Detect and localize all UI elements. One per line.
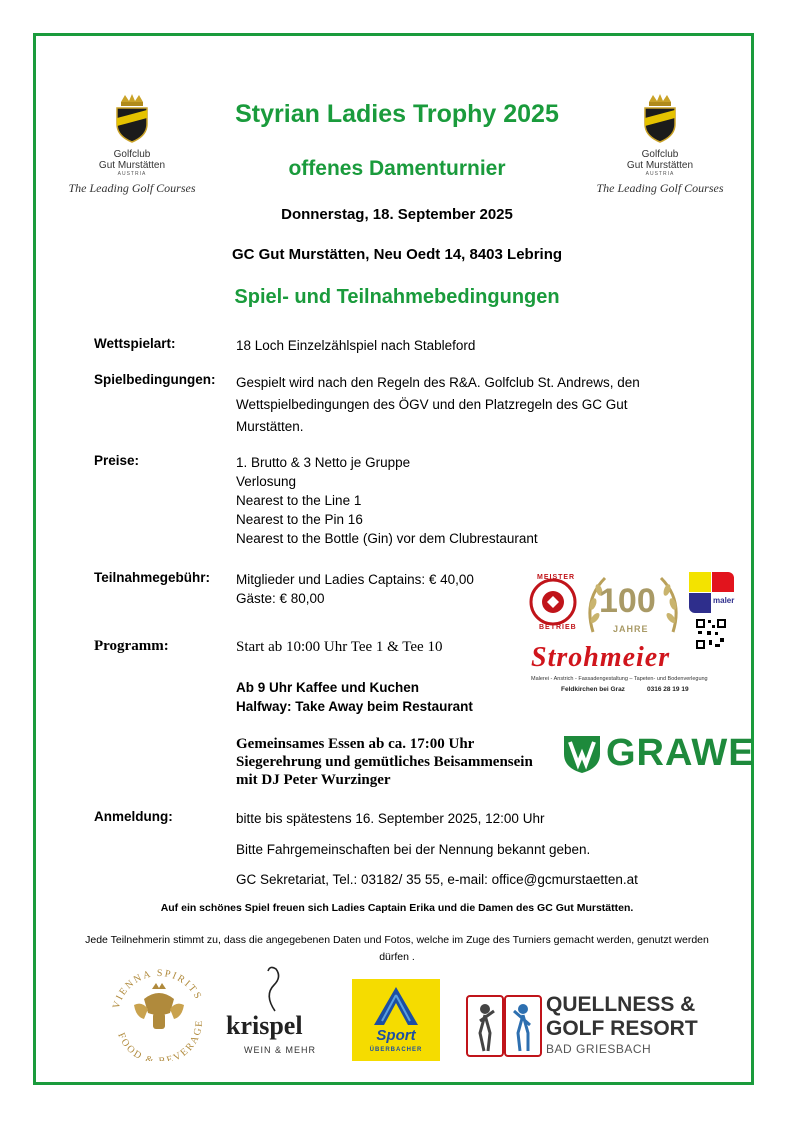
- page-title: Styrian Ladies Trophy 2025: [235, 100, 559, 128]
- sport-a-logo-icon: [370, 985, 422, 1027]
- programm-line: Siegerehrung und gemütliches Beisammensein: [236, 754, 533, 770]
- anmeldung-carpool: Bitte Fahrgemeinschaften bei der Nennung bekannt geben.: [236, 842, 591, 857]
- spielbedingungen-label: Spielbedingungen:: [94, 372, 216, 387]
- anmeldung-deadline: bitte bis spätestens 16. September 2025, 12:00 Uhr: [236, 811, 545, 826]
- strohmeier-phone: 0316 28 19 19: [647, 686, 689, 693]
- club-name-line1: Golfclub: [641, 149, 679, 160]
- programm-line: Halfway: Take Away beim Restaurant: [236, 699, 473, 714]
- sport-wordmark: Sport: [376, 1027, 416, 1044]
- krispel-tagline: WEIN & MEHR: [244, 1045, 317, 1055]
- golfer-icon: [468, 997, 502, 1055]
- programm-line: mit DJ Peter Wurzinger: [236, 772, 391, 788]
- meisterbetrieb-badge-icon: [529, 578, 577, 626]
- fee-members: Mitglieder und Ladies Captains: € 40,00: [236, 572, 474, 587]
- sponsor-vienna-spirits: [104, 965, 214, 1061]
- event-date: Donnerstag, 18. September 2025: [281, 206, 513, 223]
- sponsor-strohmeier: [527, 568, 737, 698]
- krispel-wordmark: krispel: [226, 1011, 303, 1040]
- spielbedingungen-line: Gespielt wird nach den Regeln des R&A. Golfclub St. Andrews, den: [236, 375, 640, 390]
- preise-list: [236, 453, 538, 548]
- programm-start: Start ab 10:00 Uhr Tee 1 & Tee 10: [236, 639, 443, 655]
- club-tagline: The Leading Golf Courses: [68, 181, 196, 195]
- footer-greeting: Auf ein schönes Spiel freuen sich Ladies Captain Erika und die Damen des GC Gut Murstätten.: [160, 902, 634, 914]
- betrieb-text: BETRIEB: [539, 624, 577, 631]
- sponsor-grawe: [562, 730, 755, 778]
- spielbedingungen-line: Wettspielbedingungen des ÖGV und den Platzregeln des GC Gut: [236, 397, 628, 412]
- teilnahmegebuehr-label: Teilnahmegebühr:: [94, 570, 211, 585]
- club-name-line2: Gut Murstätten: [626, 160, 694, 171]
- fee-guests: Gäste: € 80,00: [236, 591, 325, 606]
- preise-item: 1. Brutto & 3 Netto je Gruppe: [236, 455, 411, 470]
- strohmeier-location: Feldkirchen bei Graz: [561, 686, 625, 693]
- vienna-top-text: VIENNA SPIRITS: [110, 967, 204, 1011]
- sport-tagline: ÜBERBACHER: [369, 1047, 423, 1053]
- years-text: JAHRE: [613, 624, 649, 634]
- conditions-heading: Spiel- und Teilnahmebedingungen: [234, 286, 560, 308]
- sponsor-krispel: [222, 965, 334, 1061]
- club-country: AUSTRIA: [117, 171, 147, 177]
- golfer-icon: [506, 997, 540, 1055]
- quellness-line2: GOLF RESORT: [546, 1017, 698, 1040]
- preise-label: Preise:: [94, 453, 140, 468]
- spielbedingungen-text: [236, 372, 640, 438]
- preise-item: Nearest to the Bottle (Gin) vor dem Clubrestaurant: [236, 531, 538, 546]
- preise-item: Nearest to the Line 1: [236, 493, 362, 508]
- vienna-bottom-text: FOOD & EVERAGE: [115, 1018, 206, 1061]
- preise-item: Nearest to the Pin 16: [236, 512, 363, 527]
- wettspielart-label: Wettspielart:: [94, 336, 176, 351]
- programm-evening: [236, 735, 533, 789]
- vienna-spirits-logo-icon: [104, 965, 214, 1061]
- club-name-line2: Gut Murstätten: [98, 160, 166, 171]
- anmeldung-label: Anmeldung:: [94, 809, 173, 824]
- wettspielart-value: 18 Loch Einzelzählspiel nach Stableford: [236, 338, 476, 353]
- club-name-line1: Golfclub: [113, 149, 151, 160]
- strohmeier-wordmark: Strohmeier: [531, 642, 671, 673]
- quellness-line1: QUELLNESS &: [546, 993, 696, 1016]
- club-tagline: The Leading Golf Courses: [596, 181, 724, 195]
- sponsor-quellness-golf-resort: [466, 993, 706, 1057]
- footer-consent: Jede Teilnehmerin stimmt zu, dass die angegebenen Daten und Fotos, welche im Zuge des Turniers gemacht werden, genutzt werden dürfen .: [85, 934, 709, 963]
- anmeldung-contact: GC Sekretariat, Tel.: 03182/ 35 55, e-mail: office@gcmurstaetten.at: [236, 872, 638, 887]
- spielbedingungen-line: Murstätten.: [236, 419, 304, 434]
- strohmeier-services: Malerei - Anstrich - Fassadengestaltung – Tapeten- und Bodenverlegung: [531, 676, 708, 682]
- maler-logo: [689, 572, 735, 616]
- maler-text: maler: [713, 596, 735, 605]
- programm-line: Gemeinsames Essen ab ca. 17:00 Uhr: [236, 736, 475, 752]
- programm-label: Programm:: [94, 638, 169, 654]
- grawe-shield-icon: [562, 734, 602, 774]
- quellness-line3: BAD GRIESBACH: [546, 1042, 652, 1056]
- meister-text: MEISTER: [537, 574, 576, 581]
- quellness-emblem-right: [504, 995, 542, 1057]
- club-country: AUSTRIA: [645, 171, 675, 177]
- preise-item: Verlosung: [236, 474, 297, 489]
- programm-daytime: [236, 678, 473, 716]
- page-subtitle: offenes Damenturnier: [288, 157, 506, 180]
- sponsor-sport-ueberbacher: [352, 979, 440, 1061]
- teilnahmegebuehr-text: [236, 570, 474, 608]
- krispel-vine-icon: [260, 965, 290, 1013]
- programm-line: Ab 9 Uhr Kaffee und Kuchen: [236, 680, 420, 695]
- event-venue: GC Gut Murstätten, Neu Oedt 14, 8403 Lebring: [231, 246, 563, 263]
- grawe-wordmark: GRAWE: [606, 732, 755, 774]
- quellness-emblem-left: [466, 995, 504, 1057]
- qr-code-icon: [695, 618, 727, 650]
- hundred-years-number: 100: [599, 582, 656, 620]
